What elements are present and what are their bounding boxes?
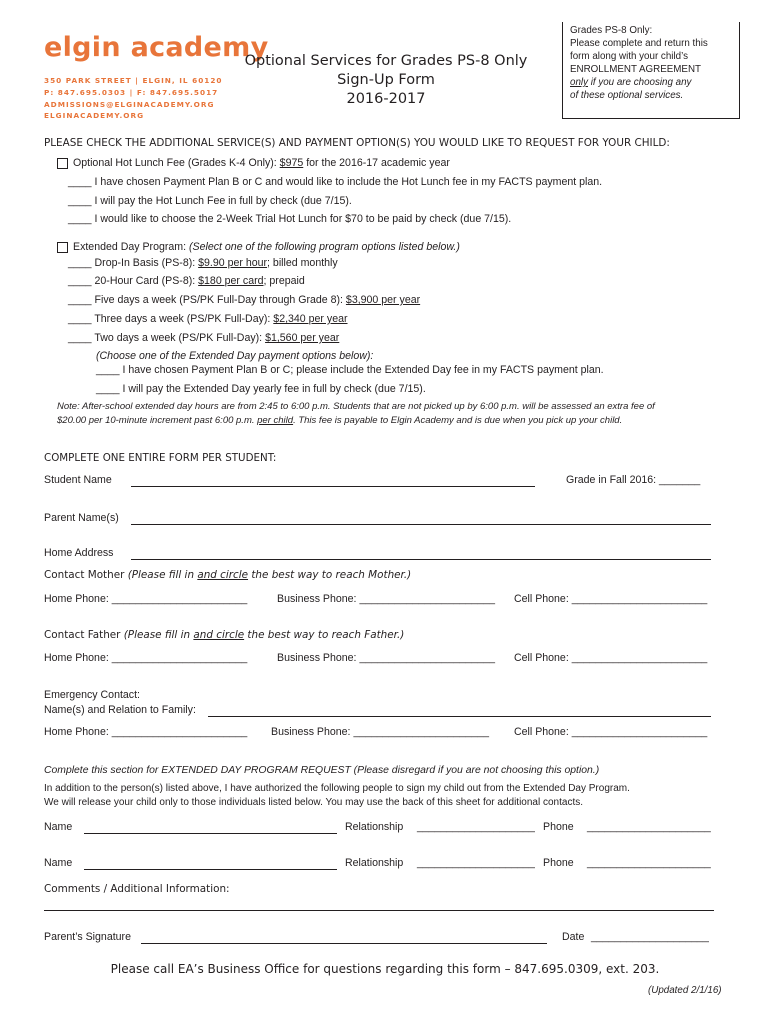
logo: elgin academy bbox=[44, 32, 269, 63]
grade-field[interactable]: Grade in Fall 2016: _______ bbox=[566, 474, 701, 486]
pickup-text: In addition to the person(s) listed above, I have authorized the following people to sign my child out from the Extended Day Program. bbox=[44, 783, 630, 794]
pickup-text: We will release your child only to those individuals listed below. You may use the back of this sheet for additional contacts. bbox=[44, 797, 584, 808]
pickup-relationship-label: Relationship bbox=[345, 821, 404, 833]
student-name-label: Student Name bbox=[44, 474, 112, 486]
mother-cell-phone[interactable]: Cell Phone: _______________________ bbox=[514, 593, 708, 605]
emergency-contact-label: Emergency Contact: bbox=[44, 689, 140, 701]
emergency-relation-label: Name(s) and Relation to Family: bbox=[44, 704, 196, 716]
extended-day-note: Note: After-school extended day hours are from 2:45 to 6:00 p.m. Students that are not picked up by 6:00 p.m. will be assessed an extra fee of bbox=[57, 401, 655, 412]
payment-heading: (Choose one of the Extended Day payment options below): bbox=[96, 350, 374, 362]
pickup-heading: Complete this section for EXTENDED DAY PROGRAM REQUEST (Please disregard if you are not choosing this option.) bbox=[44, 765, 600, 776]
parent-names-label: Parent Name(s) bbox=[44, 512, 119, 524]
emergency-relation-field[interactable] bbox=[208, 716, 711, 717]
payment-option[interactable]: ____ I have chosen Payment Plan B or C; please include the Extended Day fee in my FACTS payment plan. bbox=[96, 364, 604, 376]
pickup-name-label: Name bbox=[44, 857, 73, 869]
pickup-name-field[interactable] bbox=[84, 833, 337, 834]
address-line: 350 PARK STREET | ELGIN, IL 60120 bbox=[44, 76, 223, 85]
father-business-phone[interactable]: Business Phone: _______________________ bbox=[277, 652, 495, 664]
emergency-business-phone[interactable]: Business Phone: _______________________ bbox=[271, 726, 489, 738]
pickup-relationship-label: Relationship bbox=[345, 857, 404, 869]
program-option[interactable]: ____ Three days a week (PS/PK Full-Day): $2,340 per year bbox=[68, 313, 348, 325]
hot-lunch-option[interactable]: ____ I will pay the Hot Lunch Fee in full by check (due 7/15). bbox=[68, 195, 352, 207]
pickup-relationship-field[interactable]: ____________________ bbox=[417, 821, 535, 833]
pickup-phone-label: Phone bbox=[543, 821, 574, 833]
comments-label: Comments / Additional Information: bbox=[44, 883, 230, 895]
program-option[interactable]: ____ Two days a week (PS/PK Full-Day): $1,560 per year bbox=[68, 332, 340, 344]
address-line: P: 847.695.0303 | F: 847.695.5017 bbox=[44, 88, 219, 97]
footer-contact: Please call EA’s Business Office for questions regarding this form – 847.695.0309, ext. 203. bbox=[110, 962, 660, 976]
program-option[interactable]: ____ Drop-In Basis (PS-8): $9.90 per hour; billed monthly bbox=[68, 257, 338, 269]
date-label: Date bbox=[562, 931, 585, 943]
date-field[interactable]: ____________________ bbox=[591, 931, 709, 943]
comments-field[interactable] bbox=[44, 910, 714, 911]
payment-option[interactable]: ____ I will pay the Extended Day yearly fee in full by check (due 7/15). bbox=[96, 383, 426, 395]
contact-father-label: Contact Father (Please fill in and circle the best way to reach Father.) bbox=[44, 629, 405, 641]
pickup-phone-field[interactable]: _____________________ bbox=[587, 821, 711, 833]
signature-field[interactable] bbox=[141, 943, 547, 944]
pickup-phone-field[interactable]: _____________________ bbox=[587, 857, 711, 869]
form-title: Optional Services for Grades PS-8 Only Sign-Up Form 2016-2017 bbox=[244, 53, 528, 107]
hot-lunch-option[interactable]: ____ I would like to choose the 2-Week Trial Hot Lunch for $70 to be paid by check (due 7/15). bbox=[68, 213, 512, 225]
mother-home-phone[interactable]: Home Phone: _______________________ bbox=[44, 593, 248, 605]
hot-lunch-checkbox[interactable] bbox=[57, 158, 68, 169]
extended-day-checkbox[interactable] bbox=[57, 242, 68, 253]
student-name-field[interactable] bbox=[131, 486, 535, 487]
home-address-label: Home Address bbox=[44, 547, 114, 559]
emergency-home-phone[interactable]: Home Phone: _______________________ bbox=[44, 726, 248, 738]
note-box: Grades PS-8 Only: Please complete and return this form along with your child’s ENROLLMENT AGREEMENT only if you are choosing any of these optional services. bbox=[562, 22, 740, 119]
father-home-phone[interactable]: Home Phone: _______________________ bbox=[44, 652, 248, 664]
updated-date: (Updated 2/1/16) bbox=[648, 985, 722, 996]
signature-label: Parent’s Signature bbox=[44, 931, 131, 943]
student-heading: COMPLETE ONE ENTIRE FORM PER STUDENT: bbox=[44, 452, 277, 464]
pickup-name-field[interactable] bbox=[84, 869, 337, 870]
program-option[interactable]: ____ 20-Hour Card (PS-8): $180 per card; prepaid bbox=[68, 275, 305, 287]
pickup-name-label: Name bbox=[44, 821, 73, 833]
father-cell-phone[interactable]: Cell Phone: _______________________ bbox=[514, 652, 708, 664]
mother-business-phone[interactable]: Business Phone: _______________________ bbox=[277, 593, 495, 605]
home-address-field[interactable] bbox=[131, 559, 711, 560]
hot-lunch-label: Optional Hot Lunch Fee (Grades K-4 Only): $975 for the 2016-17 academic year bbox=[73, 157, 450, 169]
pickup-phone-label: Phone bbox=[543, 857, 574, 869]
parent-names-field[interactable] bbox=[131, 524, 711, 525]
address-line: ELGINACADEMY.ORG bbox=[44, 111, 145, 120]
hot-lunch-option[interactable]: ____ I have chosen Payment Plan B or C and would like to include the Hot Lunch fee in my FACTS payment plan. bbox=[68, 176, 603, 188]
extended-day-label: Extended Day Program: (Select one of the following program options listed below.) bbox=[73, 241, 460, 253]
program-option[interactable]: ____ Five days a week (PS/PK Full-Day through Grade 8): $3,900 per year bbox=[68, 294, 421, 306]
emergency-cell-phone[interactable]: Cell Phone: _______________________ bbox=[514, 726, 708, 738]
instruction: PLEASE CHECK THE ADDITIONAL SERVICE(S) AND PAYMENT OPTION(S) YOU WOULD LIKE TO REQUEST FOR YOUR CHILD: bbox=[44, 137, 670, 149]
contact-mother-label: Contact Mother (Please fill in and circle the best way to reach Mother.) bbox=[44, 569, 412, 581]
pickup-relationship-field[interactable]: ____________________ bbox=[417, 857, 535, 869]
extended-day-note: $20.00 per 10-minute increment past 6:00 p.m. per child. This fee is payable to Elgin Academy and is due when you pick up your child. bbox=[57, 415, 623, 426]
address-line: ADMISSIONS@ELGINACADEMY.ORG bbox=[44, 100, 215, 109]
